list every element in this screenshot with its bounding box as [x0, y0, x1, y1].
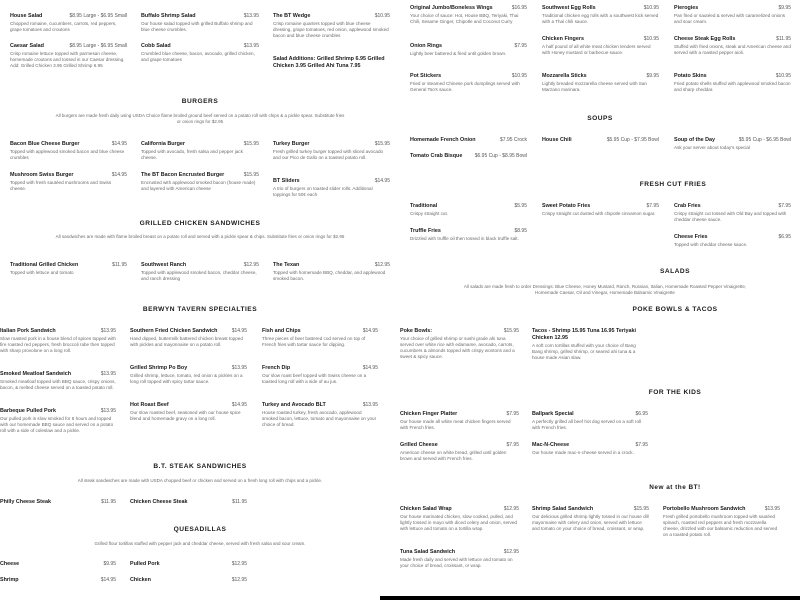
- item-price: $11.95: [101, 499, 116, 505]
- item-desc: Grilled shrimp, lettuce, tomato, red onion & pickles on a long roll topped with spicy tartar sauce.: [130, 373, 243, 384]
- item-name: Onion Rings: [410, 43, 443, 49]
- menu-item: [532, 442, 648, 456]
- item-name: Mozzarella Sticks: [542, 73, 587, 79]
- item-desc: Our house salad topped with grilled Buffalo shrimp and blue cheese crumbles.: [141, 21, 253, 32]
- item-price: $14.95: [100, 577, 116, 583]
- item-desc: Encrusted with applewood smoked bacon (house made) and layered with American cheese: [141, 180, 256, 191]
- item-desc: Crispy straight cut dusted with chipotle cinnamon sugar.: [542, 211, 656, 216]
- item-name: Cheese Steak Egg Rolls: [674, 36, 736, 42]
- menu-item: [130, 365, 247, 385]
- item-desc: Our house made all white meat chicken fingers served with French fries.: [400, 419, 511, 430]
- item-name: Shrimp: [0, 577, 19, 583]
- item-price: $10.95: [643, 36, 659, 42]
- item-price: $10.95: [643, 5, 659, 11]
- menu-item: [410, 153, 527, 160]
- menu-item: [0, 561, 116, 568]
- menu-item: [532, 506, 649, 532]
- item-name: Shrimp Salad Sandwich: [532, 506, 594, 512]
- menu-item: [400, 328, 519, 360]
- item-name: Pot Stickers: [410, 73, 442, 79]
- item-price: $7.95: [646, 203, 659, 209]
- section-title-fries: FRESH CUT FRIES: [639, 181, 707, 188]
- item-price: $14.95: [231, 402, 247, 408]
- item-price: $12.95: [231, 561, 247, 567]
- item-name: Mac-N-Cheese: [532, 442, 570, 448]
- item-price: $13.95: [231, 365, 247, 371]
- item-price: $8.95 Large - $6.95 Small: [69, 13, 127, 19]
- item-desc: A soft corn tortillas stuffed with your choice of Bang Bang shrimp, grilled shrimp, or seared ahi tuna & a house made Asian slaw.: [532, 343, 636, 360]
- menu-item: [410, 43, 527, 57]
- item-desc: Crisp romaine quarters topped with blue cheese dressing, grape tomatoes, red onion, applewood smoked bacon and blue cheese crumbles: [273, 21, 389, 38]
- item-price: $9.95: [103, 561, 116, 567]
- item-price: $13.95: [764, 506, 780, 512]
- menu-item: [410, 203, 527, 217]
- item-price: $15.95: [633, 506, 649, 512]
- item-price: $6.95: [635, 411, 648, 417]
- menu-item: [410, 73, 527, 93]
- item-name: Traditional: [410, 203, 438, 209]
- menu-item: [262, 365, 378, 385]
- item-price: $7.95 Crock: [500, 137, 527, 143]
- item-price: $14.95: [231, 328, 247, 334]
- item-desc: Topped with applewood smoked bacon and blue cheese crumbles: [10, 149, 125, 160]
- item-name: Grilled Cheese: [400, 442, 438, 448]
- menu-item: [400, 411, 519, 431]
- item-price: $13.95: [100, 371, 116, 377]
- item-desc: Stuffed with fried onions, steak and American cheese and served with a roasted pepper aioli.: [674, 44, 791, 55]
- item-desc: Fried or steamed Chinese pork dumplings served with General Tso's sauce.: [410, 81, 520, 92]
- item-desc: Topped with fresh sautéed mushrooms and Swiss cheese.: [10, 180, 112, 191]
- item-desc: Ask your server about today's special: [674, 145, 750, 150]
- section-note-grilled-chicken: All sandwiches are made with flame broiled breast on a potato roll and served with a pickle spear & chips. Substitute fries or onion rings for $2.95: [55, 234, 345, 239]
- section-title-steak: B.T. STEAK SANDWICHES: [153, 463, 247, 470]
- menu-item: [0, 328, 116, 354]
- item-desc: Traditional chicken egg rolls with a southwest kick served with a Thai chili sauce.: [542, 13, 659, 24]
- menu-item: [0, 499, 116, 506]
- section-note-salads: All salads are made fresh to order Dressings: Blue Cheese, Honey Mustard, Ranch, Russian, Italian, Homemade Roasted Pepper Vinaigrette, Homemade Caesar, Oil and Vinegar, Homemade Balsamic Vinaigrette: [463, 284, 747, 295]
- menu-item: [141, 141, 259, 161]
- item-price: $13.95: [243, 13, 259, 19]
- menu-item: [542, 36, 659, 56]
- menu-item: [10, 141, 127, 161]
- item-price: $13.95: [243, 43, 259, 49]
- menu-item: [0, 408, 116, 434]
- menu-item: [410, 5, 527, 25]
- item-name: Salad Additions: Grilled Shrimp 6.95 Grilled Chicken 3.95 Grilled Ahi Tuna 7.95: [273, 56, 385, 69]
- menu-item: [130, 577, 247, 584]
- menu-item: [674, 234, 791, 248]
- item-price: $15.95: [374, 141, 390, 147]
- item-name: Southern Fried Chicken Sandwich: [130, 328, 218, 334]
- item-price: $8.95 Large - $6.95 Small: [69, 43, 127, 49]
- item-price: $5.95 Cup - $6.95 Bowl: [738, 137, 791, 143]
- menu-item: [542, 5, 659, 25]
- menu-item: [10, 43, 127, 69]
- item-desc: Slow roasted pork in a house blend of spices topped with fire roasted red peppers, fresh broccoli rabe then topped with sharp provolone on a long roll.: [0, 336, 116, 353]
- item-name: Original Jumbo/Boneless Wings: [410, 5, 493, 11]
- section-note-steak: All steak sandwiches are made with USDA chopped beef or chicken and served on a fresh long roll with chips and a pickle.: [77, 478, 323, 483]
- item-desc: Fresh grilled turkey burger topped with sliced avocado and our Pico de Gallo on a toasted potato roll.: [273, 149, 384, 160]
- item-desc: Crispy straight cut.: [410, 211, 449, 216]
- item-name: Ballpark Special: [532, 411, 574, 417]
- item-price: $7.95: [506, 442, 519, 448]
- menu-item: [10, 262, 127, 276]
- item-desc: Pan fried or sautéed & served with caramelized onions and sour cream.: [674, 13, 786, 24]
- section-note-burgers: All burgers are made fresh daily using USDA Choice flame broiled ground beef served on a potato roll with chips & a pickle spear. Substitute fries or onion rings for $2.95: [55, 113, 345, 124]
- item-desc: Crispy straight cut tossed with Old Bay and topped with cheddar cheese sauce.: [674, 211, 787, 222]
- item-desc: Our house made mac-n-cheese served in a crock.: [532, 450, 634, 455]
- item-desc: Our house marinated chicken, slow cooked, pulled, and lightly tossed in mayo with diced celery and onion, served with lettuce and tomato on a tortilla wrap.: [400, 514, 517, 531]
- item-name: Chicken: [130, 577, 151, 583]
- item-name: Cheese: [0, 561, 20, 567]
- menu-item: [262, 328, 378, 348]
- item-desc: Our delicious grilled shrimp lightly tossed in our house dill mayonnaise with celery and onion, served with lettuce and tomato on your choice of bread, croissant, or wrap.: [532, 514, 649, 531]
- salad-additions: [273, 56, 390, 70]
- item-price: $6.95 Cup - $8.95 Bowl: [474, 153, 527, 159]
- item-price: $7.95: [635, 442, 648, 448]
- menu-item: [674, 36, 791, 56]
- item-name: Tuna Salad Sandwich: [400, 549, 456, 555]
- item-name: Tomato Crab Bisque: [410, 153, 463, 159]
- item-name: Turkey and Avocado BLT: [262, 402, 326, 408]
- item-name: The BT Wedge: [273, 13, 311, 19]
- page-edge-shadow: [380, 596, 800, 600]
- item-name: Poke Bowls:: [400, 328, 433, 334]
- item-price: $12.95: [503, 506, 519, 512]
- section-title-poke: POKE BOWLS & TACOS: [632, 306, 718, 313]
- menu-item: [0, 371, 116, 391]
- item-desc: House roasted turkey, fresh avocado, applewood smoked bacon, lettuce, tomato and mayonnaise on your choice of bread.: [262, 410, 377, 427]
- item-desc: A trio of burgers on toasted slider rolls. Additional toppings for 50¢ each: [273, 186, 373, 197]
- item-name: Sweet Potato Fries: [542, 203, 591, 209]
- item-price: $5.95 Cup - $7.95 Bowl: [606, 137, 659, 143]
- menu-item: [141, 172, 259, 192]
- item-name: Bacon Blue Cheese Burger: [10, 141, 80, 147]
- item-name: BT Sliders: [273, 178, 300, 184]
- section-title-salads: SALADS: [659, 268, 691, 275]
- item-name: Hot Roast Beef: [130, 402, 169, 408]
- item-name: House Salad: [10, 13, 43, 19]
- item-desc: Topped with avocado, fresh salsa and pepper jack cheese.: [141, 149, 243, 160]
- item-name: Homemade French Onion: [410, 137, 476, 143]
- menu-item: [410, 137, 527, 144]
- section-note-quesadillas: Grilled flour tortillas stuffed with pepper jack and cheddar cheese, served with fresh salsa and sour cream.: [94, 541, 306, 546]
- item-desc: Three pieces of beer battered cod served on top of French fries with tartar sauce for dipping.: [262, 336, 366, 347]
- item-price: $14.95: [111, 172, 127, 178]
- menu-item: [674, 137, 791, 151]
- item-desc: Your choice of grilled shrimp or sushi grade ahi tuna served over white rice with edamame, avocado, carrots, cucumbers & almonds topped with crispy wontons and a sweet & spicy sauce.: [400, 336, 515, 359]
- item-price: $7.95: [778, 203, 791, 209]
- item-desc: A half pound of all white meat chicken tenders served with Honey mustard or barbecue sauce.: [542, 44, 651, 55]
- item-desc: Hand dipped, buttermilk battered chicken breast topped with pickles and mayonnaise on a potato roll.: [130, 336, 243, 347]
- item-name: Potato Skins: [674, 73, 707, 79]
- item-name: Philly Cheese Steak: [0, 499, 51, 505]
- item-desc: Topped with lettuce and tomato: [10, 270, 74, 275]
- section-title-soups: SOUPS: [587, 115, 613, 122]
- menu-item: [141, 43, 259, 63]
- menu-item: [273, 13, 390, 39]
- item-name: Chicken Finger Platter: [400, 411, 458, 417]
- menu-item: [130, 561, 247, 568]
- item-name: House Chili: [542, 137, 572, 143]
- item-name: Turkey Burger: [273, 141, 310, 147]
- item-name: Buffalo Shrimp Salad: [141, 13, 196, 19]
- item-price: $10.95: [775, 73, 791, 79]
- menu-item: [400, 549, 519, 569]
- menu-item: [10, 172, 127, 192]
- item-name: Pierogies: [674, 5, 699, 11]
- item-desc: Our slow roast beef topped with Swiss cheese on a toasted long roll with a side of au jus.: [262, 373, 367, 384]
- menu-item: [400, 442, 519, 462]
- section-title-kids: FOR THE KIDS: [648, 389, 702, 396]
- item-price: $9.95: [646, 73, 659, 79]
- section-title-new: New at the BT!: [649, 484, 701, 491]
- item-desc: Topped with homemade BBQ, cheddar, and applewood smoked bacon.: [273, 270, 386, 281]
- menu-item: [273, 178, 390, 198]
- item-name: Chicken Fingers: [542, 36, 584, 42]
- item-price: $14.95: [374, 178, 390, 184]
- item-desc: Our pulled pork is slow smoked for 8 hours and topped with our homemade BBQ sauce and served on a potato roll with a side of coleslaw and a pickle.: [0, 416, 114, 433]
- item-price: $15.95: [243, 141, 259, 147]
- item-desc: Fresh grilled portobello mushroom topped with sautéed spinach, roasted red peppers and fresh mozzarella cheese, drizzled with our balsamic reduction and served on a toasted potato roll.: [663, 514, 778, 537]
- item-price: $7.95: [506, 411, 519, 417]
- item-desc: Topped with applewood smoked bacon, cheddar cheese, and ranch dressing: [141, 270, 257, 281]
- item-desc: Fried potato shells stuffed with applewood smoked bacon and sharp cheddar.: [674, 81, 791, 92]
- item-price: $11.95: [776, 36, 791, 42]
- menu-page-right: [400, 0, 800, 600]
- item-price: $12.95: [374, 262, 390, 268]
- item-price: $11.95: [232, 499, 247, 505]
- item-name: Portobello Mushroom Sandwich: [663, 506, 746, 512]
- menu-item: [130, 328, 247, 348]
- item-name: Italian Pork Sandwich: [0, 328, 56, 334]
- item-price: $15.95: [243, 172, 259, 178]
- item-price: $13.95: [362, 402, 378, 408]
- item-desc: Chopped romaine, cucumbers, carrots, red peppers, grape tomatoes and croutons: [10, 21, 117, 32]
- item-price: $12.95: [231, 577, 247, 583]
- item-name: Chicken Cheese Steak: [130, 499, 188, 505]
- menu-item: [130, 499, 247, 506]
- item-name: Chicken Salad Wrap: [400, 506, 452, 512]
- item-name: Fish and Chips: [262, 328, 301, 334]
- menu-item: [674, 203, 791, 223]
- menu-item: [141, 262, 259, 282]
- item-price: $11.95: [112, 262, 127, 268]
- menu-item: [663, 506, 780, 538]
- menu-item: [130, 402, 247, 422]
- item-desc: Crisp romaine lettuce topped with parmesan cheese, homemade croutons and tossed in our Caesar dressing. Add: Grilled Chicken 3.95 Grilled Shrimp 6.95: [10, 51, 125, 68]
- item-desc: Smoked meatloaf topped with BBQ sauce, crispy onions, bacon, & melted cheese served on a toasted potato roll.: [0, 379, 116, 390]
- menu-item: [532, 328, 640, 361]
- item-price: $14.95: [362, 328, 378, 334]
- item-price: $14.95: [111, 141, 127, 147]
- menu-item: [273, 141, 390, 161]
- menu-item: [532, 411, 648, 431]
- item-name: Traditional Grilled Chicken: [10, 262, 79, 268]
- item-desc: Made fresh daily and served with lettuce and tomato on your choice of bread, croissant, or wrap.: [400, 557, 513, 568]
- section-title-quesadillas: QUESADILLAS: [173, 526, 227, 533]
- item-desc: Our slow roasted beef, seasoned with our house spice blend and homemade gravy on a long roll.: [130, 410, 241, 421]
- item-price: $13.95: [100, 408, 116, 414]
- item-price: $10.95: [374, 13, 390, 19]
- menu-item: [141, 13, 259, 33]
- section-title-grilled-chicken: GRILLED CHICKEN SANDWICHES: [139, 220, 261, 227]
- section-title-berwyn: BERWYN TAVERN SPECIALTIES: [142, 306, 258, 313]
- item-name: Smoked Meatloaf Sandwich: [0, 371, 71, 377]
- item-price: $13.95: [100, 328, 116, 334]
- menu-item: [674, 5, 791, 25]
- item-name: Mushroom Swiss Burger: [10, 172, 74, 178]
- item-price: $6.95: [778, 234, 791, 240]
- item-desc: Crumbled blue cheese, bacon, avocado, grilled chicken, and grape tomatoes: [141, 51, 255, 62]
- item-name: Truffle Fries: [410, 228, 441, 234]
- item-desc: A perfectly grilled all beef hot dog served on a soft roll with French fries.: [532, 419, 642, 430]
- item-price: $12.95: [243, 262, 259, 268]
- menu-item: [542, 73, 659, 93]
- item-desc: Your choice of sauce: Hot, House BBQ, Teriyaki, Thai Chili, Sesame Ginger, Chipotle and Coconut Curry: [410, 13, 519, 24]
- item-name: Cheese Fries: [674, 234, 708, 240]
- item-desc: Topped with cheddar cheese sauce.: [674, 242, 748, 247]
- menu-item: [10, 13, 127, 33]
- item-name: Caesar Salad: [10, 43, 44, 49]
- item-name: Pulled Pork: [130, 561, 160, 567]
- menu-item: [273, 262, 390, 282]
- item-price: $16.95: [511, 5, 527, 11]
- item-name: Grilled Shrimp Po Boy: [130, 365, 188, 371]
- item-name: California Burger: [141, 141, 186, 147]
- menu-item: [262, 402, 378, 428]
- item-name: French Dip: [262, 365, 291, 371]
- item-name: Cobb Salad: [141, 43, 171, 49]
- item-price: $9.95: [778, 5, 791, 11]
- menu-item: [400, 506, 519, 532]
- menu-item: [0, 577, 116, 584]
- item-name: Southwest Ranch: [141, 262, 187, 268]
- item-price: $14.95: [362, 365, 378, 371]
- item-price: $12.95: [503, 549, 519, 555]
- section-title-burgers: BURGERS: [181, 98, 219, 105]
- item-name: The BT Bacon Encrusted Burger: [141, 172, 225, 178]
- menu-item: [674, 73, 791, 93]
- item-name: Soup of the Day: [674, 137, 716, 143]
- item-price: $5.95: [514, 203, 527, 209]
- item-price: $8.95: [514, 228, 527, 234]
- item-desc: Lightly breaded mozzarella cheese served with San Marzano marinara.: [542, 81, 647, 92]
- item-desc: Lightly beer battered & fried until golden brown.: [410, 51, 507, 56]
- menu-item: [542, 203, 659, 217]
- item-price: $7.95: [514, 43, 527, 49]
- item-name: Barbeque Pulled Pork: [0, 408, 57, 414]
- item-name: Crab Fries: [674, 203, 701, 209]
- item-desc: American cheese on white bread, grilled until golden brown and served with French fries.: [400, 450, 507, 461]
- item-price: $15.95: [503, 328, 519, 334]
- item-price: $10.95: [511, 73, 527, 79]
- item-name: Tacos - Shrimp 15.95 Tuna 16.95 Teriyaki Chicken 12.95: [532, 328, 636, 341]
- item-desc: Drizzled with truffle oil then tossed in black truffle salt.: [410, 236, 519, 241]
- menu-item: [542, 137, 659, 144]
- item-name: The Texan: [273, 262, 300, 268]
- menu-item: [410, 228, 527, 242]
- item-name: Southwest Egg Rolls: [542, 5, 596, 11]
